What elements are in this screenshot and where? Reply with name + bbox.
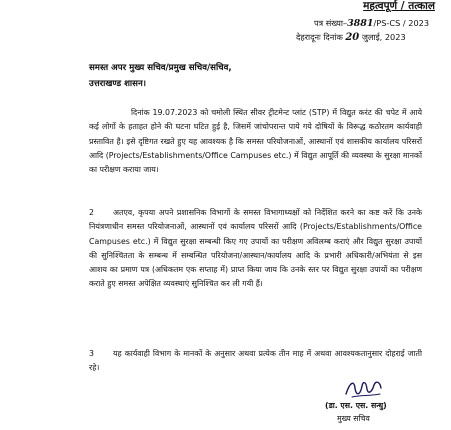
reference-prefix: पत्र संख्या–: [314, 18, 348, 28]
paragraph-2-number: 2: [89, 208, 94, 217]
addressee-line-1: समस्त अपर मुख्य सचिव/प्रमुख सचिव/सचिव,: [89, 63, 232, 73]
signatory-name: (डा. एस. एस. सन्धु): [325, 401, 387, 410]
reference-suffix: /PS-CS / 2023: [373, 18, 430, 28]
paragraph-3-number: 3: [89, 349, 94, 358]
paragraph-2: [89, 206, 422, 292]
letter-date: [296, 32, 406, 43]
addressee-line-2: उत्तराखण्ड शासन।: [89, 79, 146, 89]
reference-number: [314, 18, 429, 29]
handwritten-signature: [342, 376, 384, 402]
paragraph-2-text: अतएव, कृपया अपने प्रशासनिक विभागों के समस्त विभागाध्यक्षों को निर्देशित करने का कष्ट करें कि उनके नियंत्रणाधीन समस्त परियोजनाओं, आस्थानों एवं कार्यालय परिसरों आदि (Projects/Establishments/Office Campuses etc.) में विद्युत सुरक्षा सम्बन्धी किए गए उपायों का परीक्षण अविलम्ब कराएं और विद्युत सुरक्षा उपायों की सुनिश्चितता के सम्बन्ध में सम्बन्धित परियोजना/आस्थान/कार्यालय आदि के प्रभारी अधिकारी/अभियंता से इस आशय का प्रमाण पत्र (अधिकतम एक सप्ताह में) प्राप्त किया जाय कि उनके स्तर पर विद्युत सुरक्षा उपायों का परीक्षण कराते हुए समस्त अपेक्षित व्यवस्थाएं सुनिश्चित कर ली गयी हैं।: [89, 208, 422, 289]
classification-label: महत्वपूर्ण / तत्काल: [363, 0, 435, 12]
paragraph-3: [89, 347, 422, 376]
date-prefix: देहरादूनः दिनांक: [296, 32, 343, 42]
signatory-designation: मुख्य सचिव: [337, 414, 370, 423]
reference-handwritten-number: 3881: [347, 18, 374, 29]
date-handwritten-day: 20: [345, 32, 360, 43]
paragraph-3-text: यह कार्यवाही विभाग के मानकों के अनुसार अथवा प्रत्येक तीन माह में अथवा आवश्यकतानुसार दोहराई जाती रहे।: [89, 349, 422, 373]
paragraph-1: दिनांक 19.07.2023 को चमोली स्थित सीवर ट्रीटमेन्ट प्लांट (STP) में विद्युत करंट की चपेट में आये कई लोगों के हताहत होने की घटना घटित हुई है, जिसमें जांचोपरान्त पाये गये दोषियों के विरूद्ध कठोरतम कार्यवाही प्रस्तावित है। इसे दृष्टिगत रखते हुए यह आवश्यक है कि समस्त परियोजनाओं, आस्थानों एवं शासकीय कार्यालय परिसरों आदि (Projects/Establishments/Office Campuses etc.) में विद्युत आपूर्ति की व्यवस्था के सुरक्षा मानकों का परीक्षण कराया जाय।: [89, 108, 422, 175]
date-suffix: जुलाई, 2023: [361, 32, 406, 42]
